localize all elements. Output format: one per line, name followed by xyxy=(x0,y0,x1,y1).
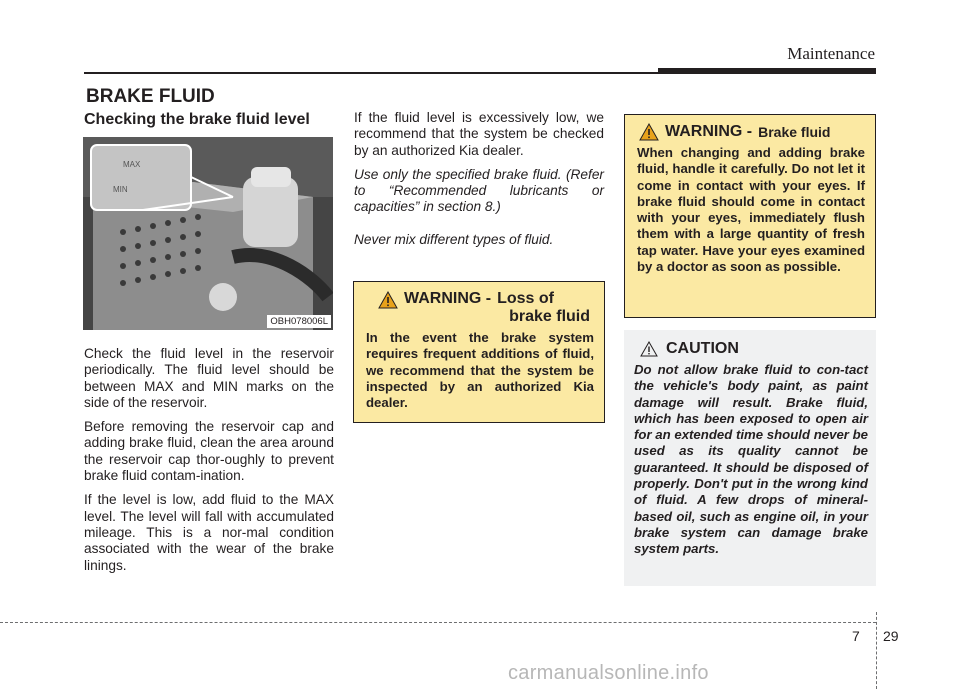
warning-label: WARNING - xyxy=(665,123,753,140)
caution-body: Do not allow brake fluid to con-tact the vehicle's body paint, as paint damage will result. Brake fluid, which has been exposed to open air for an extended time should never be used as its quality cannot be guaranteed. It should be disposed of properly. Don't put in the wrong kind of fluid. A few drops of mineral-based oil, such as engine oil, in your brake system can damage brake system parts. xyxy=(634,362,868,557)
caution-triangle-icon xyxy=(640,341,658,357)
min-mark-label: MIN xyxy=(113,185,128,194)
warning-label: WARNING - xyxy=(404,290,492,307)
paragraph: Use only the specified brake fluid. (Refer to “Recommended lubricants or capacities” in section 8.) xyxy=(354,166,604,215)
footer-rule xyxy=(0,622,876,623)
warning-loss-of-brake-fluid xyxy=(353,281,605,423)
warning-body: When changing and adding brake fluid, handle it carefully. Do not let it come in contact with your eyes. If brake fluid should come in contact with your eyes, immediately flush them with a large quantity of fresh tap water. Have your eyes examined by a doctor as soon as possible. xyxy=(637,145,865,275)
page-number: 29 xyxy=(883,628,899,644)
footer-divider xyxy=(876,612,877,689)
brake-reservoir-illustration xyxy=(83,137,333,330)
section-title: BRAKE FLUID xyxy=(86,86,215,107)
chapter-number: 7 xyxy=(852,628,860,644)
header-rule-accent xyxy=(658,68,876,74)
paragraph: Check the fluid level in the reservoir periodically. The fluid level should be between MAX and MIN marks on the side of the reservoir. xyxy=(84,346,334,410)
paragraph: If the level is low, add fluid to the MAX level. The level will fall with accumulated mileage. This is a nor-mal condition associated with the wear of the brake linings. xyxy=(84,492,334,573)
paragraph: If the fluid level is excessively low, we recommend that the system be checked by an authorized Kia dealer. xyxy=(354,110,604,158)
watermark-text: carmanualsonline.info xyxy=(508,662,709,684)
chapter-header-title: Maintenance xyxy=(787,44,875,63)
subsection-title: Checking the brake fluid level xyxy=(84,111,310,128)
caution-label: CAUTION xyxy=(666,340,739,357)
warning-body: In the event the brake system requires frequent additions of fluid, we recommend that the system be inspected by an authorized Kia dealer. xyxy=(366,330,594,411)
warning-title xyxy=(497,290,590,326)
warning-title-line: brake fluid xyxy=(509,308,591,325)
warning-triangle-icon xyxy=(639,123,659,141)
brake-reservoir-figure xyxy=(83,137,333,330)
caution-box xyxy=(624,330,876,586)
body-column-middle xyxy=(354,110,604,256)
paragraph: Never mix different types of fluid. xyxy=(354,231,554,247)
warning-brake-fluid xyxy=(624,114,876,318)
warning-triangle-icon xyxy=(378,291,398,309)
max-mark-label: MAX xyxy=(123,160,141,169)
warning-title: Brake fluid xyxy=(758,124,831,140)
body-column-left xyxy=(84,346,334,582)
warning-title-line: Loss of xyxy=(497,290,554,307)
paragraph: Before removing the reservoir cap and adding brake fluid, clean the area around the reservoir cap thor-oughly to prevent brake fluid contam-ination. xyxy=(84,419,334,484)
figure-code: OBH078006L xyxy=(267,315,331,328)
